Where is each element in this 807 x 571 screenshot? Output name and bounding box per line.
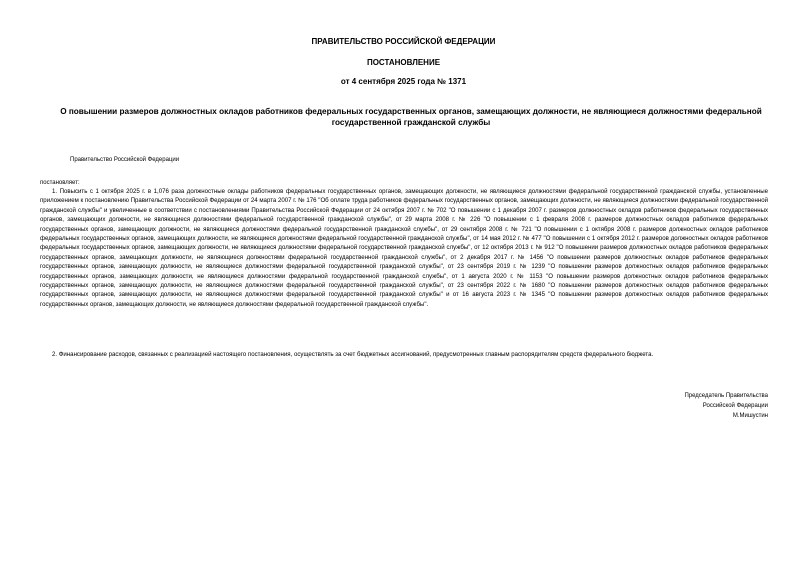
date-number-heading: от 4 сентября 2025 года № 1371: [340, 77, 467, 86]
preamble-text: Правительство Российской Федерации: [70, 157, 180, 163]
decree-word: постановляет:: [40, 180, 80, 186]
signatory-position-line2: Российской Федерации: [702, 403, 768, 409]
signatory-name: М.Мишустин: [732, 413, 768, 419]
signatory-position-line1: Председатель Правительства: [684, 393, 768, 399]
issuer-heading: ПРАВИТЕЛЬСТВО РОССИЙСКОЙ ФЕДЕРАЦИИ: [311, 37, 496, 46]
paragraph-1: 1. Повысить с 1 октября 2025 г. в 1,076 раза должностные оклады работников федеральных государственных органов, замещающих должности, не являющиеся должностями федеральной государственной гражданской службы, установленные приложением к постановлению Правительства Российской Федерации от 24 марта 2007 г. № 176 "Об оплате труда работников федеральных государственных органов, замещающих должности, не являющиеся должностями федеральной государственной гражданской службы" и увеличенные в соответствии с постановлениями Правительства Российской Федерации от 24 октября 2007 г. № 702 "О повышении с 1 декабря 2007 г. размеров должностных окладов работников федеральных государственных органов, замещающих должности, не являющиеся должностями федеральной государственной гражданской службы", от 29 марта 2008 г. № 226 "О повышении с 1 февраля 2008 г. размеров должностных окладов работников федеральных государственных органов, замещающих должности, не являющиеся должностями федеральной государственной гражданской службы", от 29 сентября 2008 г. № 721 "О повышении с 1 октября 2008 г. размеров должностных окладов работников федеральных государственных органов, замещающих должности, не являющиеся должностями федеральной государственной гражданской службы", от 14 мая 2012 г. № 477 "О повышении с 1 октября 2012 г. размеров должностных окладов работников федеральных государственных органов, замещающих должности, не являющиеся должностями федеральной государственной гражданской службы", от 12 октября 2013 г. № 912 "О повышении размеров должностных окладов работников федеральных государственных органов, замещающих должности, не являющиеся должностями федеральной государственной гражданской службы", от 2 декабря 2017 г. № 1456 "О повышении размеров должностных окладов работников федеральных государственных органов, замещающих должности, не являющиеся должностями федеральной государственной гражданской службы", от 23 сентября 2019 г. № 1239 "О повышении размеров должностных окладов работников федеральных государственных органов, замещающих должности, не являющиеся должностями федеральной государственной гражданской службы", от 1 августа 2020 г. № 1153 "О повышении размеров должностных окладов работников федеральных государственных органов, замещающих должности, не являющиеся должностями федеральной государственной гражданской службы", от 23 сентября 2022 г. № 1680 "О повышении размеров должностных окладов работников федеральных государственных органов, замещающих должности, не являющиеся должностями федеральной государственной гражданской службы" и от 16 августа 2023 г. № 1345 "О повышении размеров должностных окладов работников федеральных государственных органов, замещающих должности, не являющиеся должностями федеральной государственной гражданской службы".: [40, 188, 768, 308]
document-title: О повышении размеров должностных окладов работников федеральных государственных органов, замещающих должности, не являющиеся должностями федеральной государственной гражданской службы: [60, 107, 762, 127]
paragraph-2: 2. Финансирование расходов, связанных с реализацией настоящего постановления, осуществлять за счет бюджетных ассигнований, предусмотренных главным распорядителям средств федерального бюджета.: [52, 351, 654, 358]
document-type-heading: ПОСТАНОВЛЕНИЕ: [366, 58, 441, 67]
